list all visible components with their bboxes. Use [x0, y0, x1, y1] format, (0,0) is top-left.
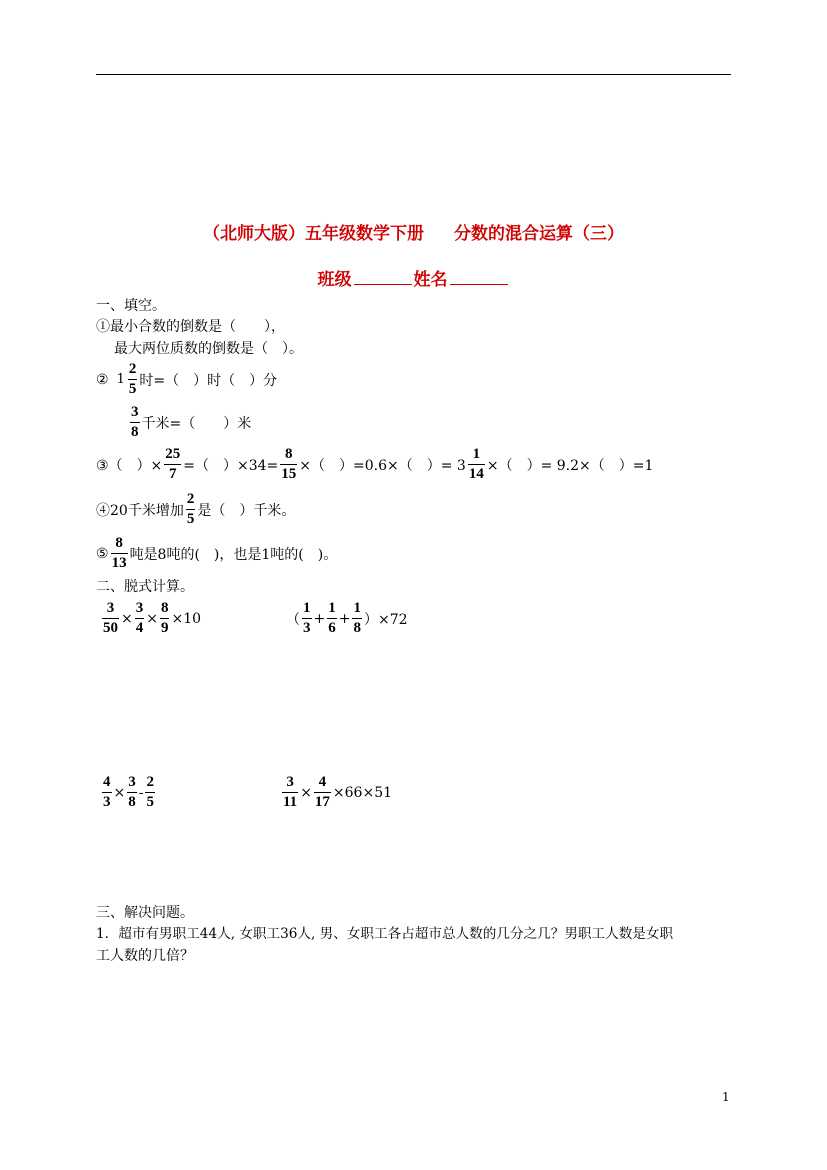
q2b-text: 千米=（ ）米	[141, 415, 252, 432]
q3-fraction2: $\frac{8}{15}$	[281, 446, 297, 482]
name-label: 姓名	[413, 270, 448, 290]
q1-line2: 最大两位质数的倒数是（ ）。	[114, 341, 303, 357]
problem1-line2: 工人数的几倍？	[96, 948, 194, 964]
q5-fraction: $\frac{8}{13}$	[111, 535, 127, 571]
expr2-open: （	[286, 611, 300, 628]
q3-fraction3: $\frac{1}{14}$	[468, 446, 484, 482]
q4-part1: ④20千米增加	[96, 502, 184, 519]
expr2-fraction3: $\frac{1}{8}$	[353, 600, 361, 636]
expr3-op2: -	[138, 784, 144, 801]
section3-heading: 三、解决问题。	[96, 905, 194, 921]
q4-row	[96, 492, 295, 527]
expr4-fraction1: $\frac{3}{11}$	[283, 774, 298, 810]
expr3-op1: ×	[113, 784, 126, 801]
q3-part2: =（ ）×34=	[183, 457, 279, 474]
q2b-fraction: $\frac{3}{8}$	[131, 404, 139, 440]
expr4-fraction2: $\frac{4}{17}$	[314, 774, 330, 810]
section2-heading: 二、脱式计算。	[96, 579, 194, 595]
expr2-op2: +	[338, 610, 351, 627]
expr4	[280, 775, 392, 810]
section1-heading: 一、填空。	[96, 298, 166, 314]
q2-text: 时=（ ）时（ ）分	[139, 372, 278, 389]
class-name-line	[0, 265, 827, 290]
expr2-fraction2: $\frac{1}{6}$	[328, 600, 336, 636]
expr1-op1: ×	[121, 610, 133, 627]
q3-fraction1: $\frac{25}{7}$	[165, 446, 181, 482]
q2b-row	[128, 405, 251, 440]
expr3-fraction1: $\frac{4}{3}$	[103, 774, 111, 810]
expr1-fraction1: $\frac{3}{50}$	[103, 600, 118, 636]
expr1-fraction3: $\frac{8}{9}$	[160, 600, 169, 636]
page-number: 1	[722, 1090, 730, 1104]
q2-prefix: ②	[96, 371, 109, 388]
expr2-op1: +	[313, 610, 326, 627]
expr3-fraction2: $\frac{3}{8}$	[128, 774, 136, 810]
header-rule	[96, 74, 731, 75]
expr2-tail: ）×72	[363, 611, 408, 628]
q3-part1: ③（ ）×	[96, 457, 163, 474]
q2-mixed-number	[117, 362, 140, 397]
expr4-op1: ×	[300, 784, 312, 801]
q5-row	[96, 536, 337, 571]
q5-prefix: ⑤	[96, 545, 109, 562]
expr4-tail: ×66×51	[332, 784, 393, 801]
q4-fraction: $\frac{2}{5}$	[186, 491, 195, 527]
q2-whole: 1	[116, 372, 125, 387]
problem1-line1: 1．超市有男职工44人, 女职工36人, 男、女职工各占超市总人数的几分之几？男职工人数是女职	[96, 926, 674, 942]
expr3-fraction3: $\frac{2}{5}$	[146, 774, 154, 810]
name-blank[interactable]	[450, 270, 508, 285]
expr2	[286, 601, 408, 636]
q3-part3: ×（ ）=0.6×（ ）= 3	[299, 457, 466, 474]
page-title	[0, 219, 827, 244]
class-label: 班级	[317, 270, 352, 290]
q2-fraction: $\frac{2}{5}$	[128, 361, 137, 397]
expr2-fraction1: $\frac{1}{3}$	[303, 600, 311, 636]
q2-row	[96, 362, 277, 397]
class-blank[interactable]	[354, 270, 412, 285]
expr1-op2: ×	[146, 610, 158, 627]
expr1-fraction2: $\frac{3}{4}$	[135, 600, 144, 636]
q5-text: 吨是8吨的( )，也是1吨的( )。	[129, 546, 338, 563]
expr1	[100, 601, 201, 636]
q4-part2: 是（ ）千米。	[197, 502, 296, 519]
q3-part4: ×（ ）= 9.2×（ ）=1	[486, 457, 654, 474]
expr1-tail: ×10	[171, 610, 202, 627]
expr3	[100, 775, 157, 810]
title-part2: 分数的混合运算（三）	[454, 224, 624, 244]
q3-row	[96, 447, 653, 482]
q1-line1: ①最小合数的倒数是（ ），	[96, 319, 285, 335]
title-part1: （北师大版）五年级数学下册	[203, 224, 424, 244]
